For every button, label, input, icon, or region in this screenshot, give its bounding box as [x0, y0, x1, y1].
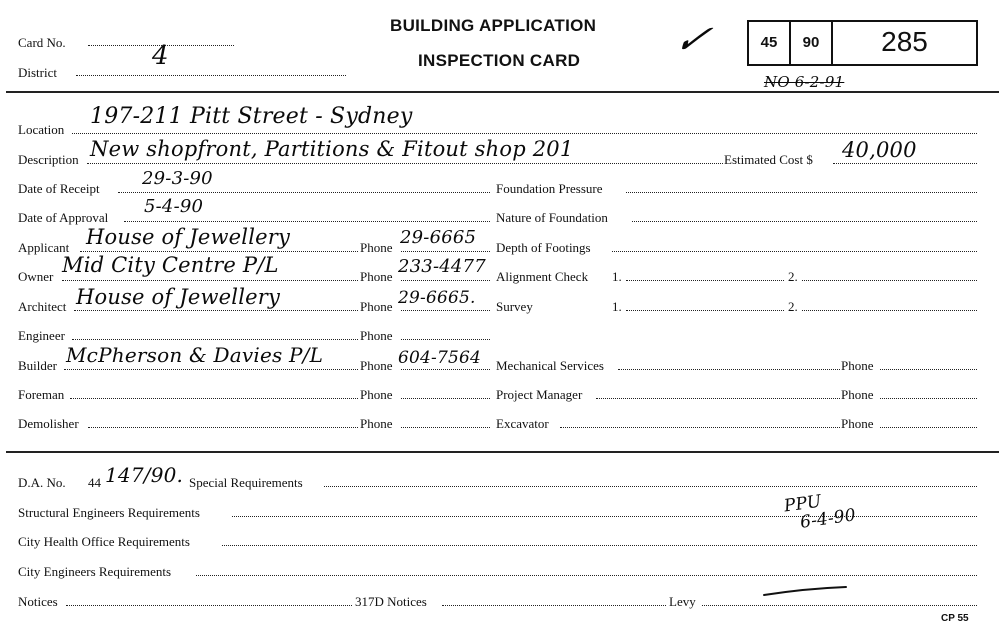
ppu-note: PPU: [782, 491, 823, 517]
notices-317d-line: [442, 604, 666, 606]
builder-phone-label: Phone: [360, 358, 393, 373]
demolisher-label: Demolisher: [18, 416, 79, 431]
project-manager-line: [596, 397, 840, 399]
description-line: [87, 162, 723, 164]
date-approval-value: 5-4-90: [144, 196, 204, 217]
levy-pen-stroke: [762, 584, 848, 598]
applicant-value: House of Jewellery: [86, 225, 291, 249]
mechanical-line: [618, 368, 840, 370]
mechanical-label: Mechanical Services: [496, 358, 604, 373]
excavator-line: [560, 426, 840, 428]
alignment-item-1-label: 1.: [612, 269, 622, 284]
special-req-label: Special Requirements: [189, 475, 303, 490]
date-receipt-label: Date of Receipt: [18, 181, 100, 196]
estimated-cost-value: 40,000: [842, 138, 917, 162]
applicant-phone-label: Phone: [360, 240, 393, 255]
builder-phone-line: [401, 368, 490, 370]
survey-item-1-line: [626, 309, 784, 311]
city-eng-label: City Engineers Requirements: [18, 564, 172, 579]
demolisher-phone-line: [401, 426, 490, 428]
district-label: District: [18, 65, 57, 80]
applicant-phone: 29-6665: [400, 227, 477, 248]
owner-value: Mid City Centre P/L: [62, 253, 279, 277]
builder-label: Builder: [18, 358, 57, 373]
card-no-label: Card No.: [18, 35, 66, 50]
owner-label: Owner: [18, 269, 54, 284]
demolisher-line: [88, 426, 358, 428]
da-no-value: 147/90.: [105, 463, 184, 487]
foreman-label: Foreman: [18, 387, 65, 402]
structural-line: [232, 515, 977, 517]
estimated-cost-line: [833, 162, 977, 164]
project-manager-label: Project Manager: [496, 387, 583, 402]
excavator-phone-label: Phone: [841, 416, 874, 431]
struck-note: NO 6-2-91: [764, 73, 845, 91]
survey-item-1-label: 1.: [612, 299, 622, 314]
builder-value: McPherson & Davies P/L: [66, 343, 324, 367]
project-manager-phone-label: Phone: [841, 387, 874, 402]
date-receipt-line: [118, 191, 490, 193]
header-divider: [6, 91, 999, 93]
levy-line: [702, 604, 977, 606]
card-number-cell-1: 45: [749, 22, 791, 64]
ppu-date: 6-4-90: [798, 505, 858, 533]
check-mark-icon: ✓: [667, 17, 719, 63]
da-no-label: D.A. No.: [18, 475, 66, 490]
district-line: [76, 74, 346, 76]
title-line-2: INSPECTION CARD: [418, 51, 581, 70]
depth-footings-label: Depth of Footings: [496, 240, 591, 255]
owner-phone-label: Phone: [360, 269, 393, 284]
foundation-pressure-label: Foundation Pressure: [496, 181, 603, 196]
owner-phone-line: [401, 279, 490, 281]
applicant-label: Applicant: [18, 240, 70, 255]
notices-label: Notices: [18, 594, 58, 609]
survey-item-2-line: [802, 309, 977, 311]
city-eng-line: [196, 574, 977, 576]
district-value: 4: [152, 41, 169, 71]
estimated-cost-label: Estimated Cost $: [724, 152, 813, 167]
card-number-box: [747, 20, 978, 66]
builder-phone: 604-7564: [398, 348, 482, 368]
special-req-line: [324, 485, 977, 487]
nature-foundation-label: Nature of Foundation: [496, 210, 608, 225]
date-receipt-value: 29-3-90: [142, 168, 213, 189]
levy-label: Levy: [669, 594, 696, 609]
survey-item-2-label: 2.: [788, 299, 798, 314]
architect-phone: 29-6665.: [398, 288, 476, 308]
architect-line: [74, 309, 358, 311]
health-line: [222, 544, 977, 546]
title-line-1: BUILDING APPLICATION: [390, 16, 597, 35]
notices-317d-label: 317D Notices: [355, 594, 427, 609]
da-no-printed: 44: [88, 475, 101, 490]
structural-label: Structural Engineers Requirements: [18, 505, 200, 520]
description-value: New shopfront, Partitions & Fitout shop 201: [90, 137, 574, 161]
excavator-phone-line: [880, 426, 977, 428]
mechanical-phone-line: [880, 368, 977, 370]
foreman-phone-label: Phone: [360, 387, 393, 402]
foreman-phone-line: [401, 397, 490, 399]
owner-phone: 233-4477: [398, 256, 486, 277]
engineer-label: Engineer: [18, 328, 65, 343]
engineer-line: [72, 338, 358, 340]
form-code: CP 55: [941, 613, 969, 624]
card-number-cell-2: 90: [791, 22, 833, 64]
builder-line: [64, 368, 358, 370]
section-divider: [6, 451, 999, 453]
description-label: Description: [18, 152, 79, 167]
alignment-item-2-line: [802, 279, 977, 281]
date-approval-label: Date of Approval: [18, 210, 109, 225]
owner-line: [62, 279, 358, 281]
foundation-pressure-line: [626, 191, 977, 193]
architect-phone-line: [401, 309, 490, 311]
nature-foundation-line: [632, 220, 977, 222]
engineer-phone-line: [401, 338, 490, 340]
alignment-item-2-label: 2.: [788, 269, 798, 284]
survey-label: Survey: [496, 299, 533, 314]
mechanical-phone-label: Phone: [841, 358, 874, 373]
notices-line: [66, 604, 352, 606]
location-value: 197-211 Pitt Street - Sydney: [90, 104, 413, 129]
foreman-line: [70, 397, 358, 399]
location-label: Location: [18, 122, 65, 137]
health-label: City Health Office Requirements: [18, 534, 190, 549]
architect-label: Architect: [18, 299, 67, 314]
alignment-item-1-line: [626, 279, 784, 281]
applicant-phone-line: [401, 250, 490, 252]
location-line: [72, 132, 977, 134]
alignment-check-label: Alignment Check: [496, 269, 589, 284]
project-manager-phone-line: [880, 397, 977, 399]
depth-footings-line: [612, 250, 977, 252]
architect-value: House of Jewellery: [76, 285, 281, 309]
engineer-phone-label: Phone: [360, 328, 393, 343]
card-number: 285: [881, 26, 928, 57]
architect-phone-label: Phone: [360, 299, 393, 314]
applicant-line: [80, 250, 358, 252]
demolisher-phone-label: Phone: [360, 416, 393, 431]
date-approval-line: [124, 220, 490, 222]
excavator-label: Excavator: [496, 416, 549, 431]
